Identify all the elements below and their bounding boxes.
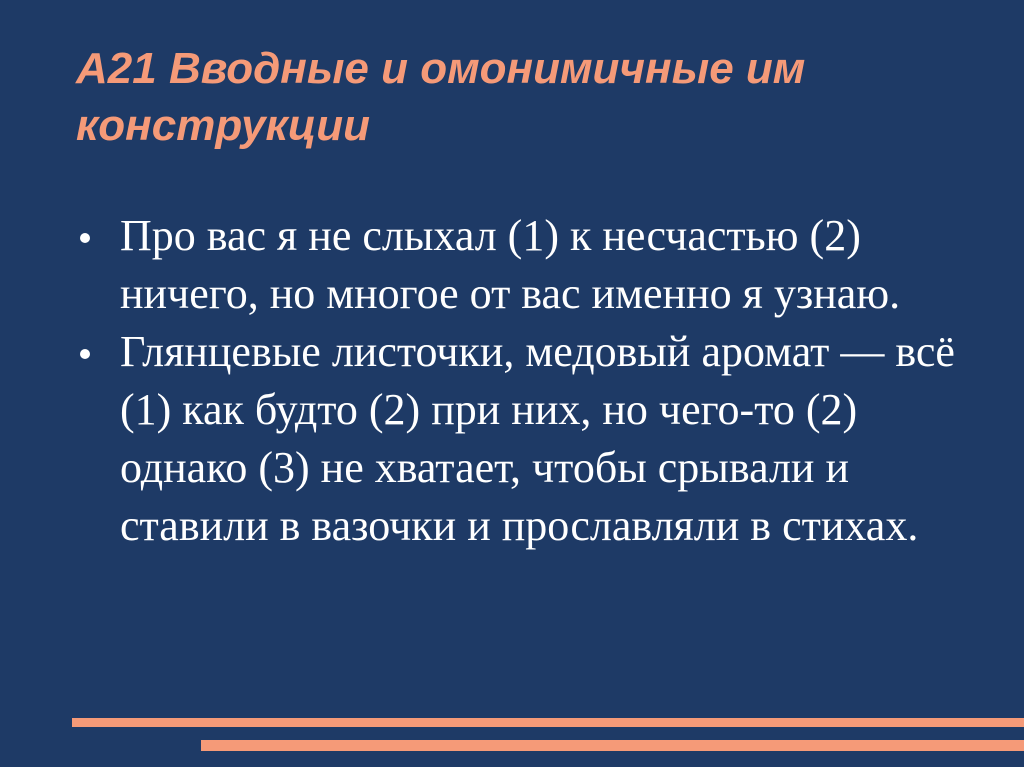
bullet-text: Глянцевые листочки, медовый аромат — всё (1) как будто (2) при них, но чего-то (2) однако (3) не хватает, чтобы срывали и ставили в вазочки и прославляли в стихах. (120, 327, 955, 550)
bullet-dot-icon (80, 349, 90, 359)
bullet-list (76, 207, 976, 555)
bullet-item (76, 323, 976, 555)
decorative-rule-bottom (201, 740, 1024, 751)
decorative-rule-top (72, 718, 1024, 727)
bullet-dot-icon (80, 233, 90, 243)
slide-title: А21 Вводные и омонимичные им конструкции (76, 44, 806, 150)
bullet-item (76, 207, 976, 323)
bullet-text: Про вас я не слыхал (1) к несчастью (2) ничего, но многое от вас именно я узнаю. (120, 211, 901, 318)
